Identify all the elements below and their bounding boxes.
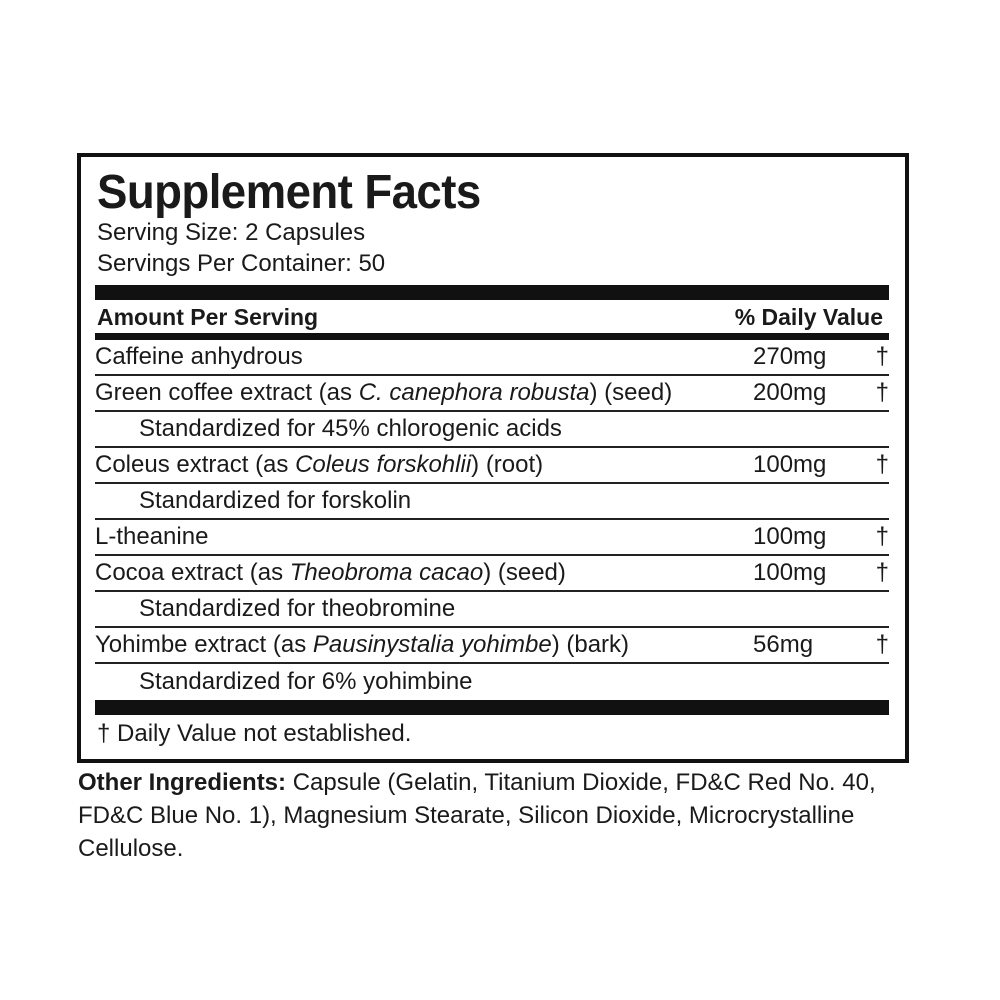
standardization-note: Standardized for theobromine [139, 595, 456, 622]
dagger-mark: † [875, 523, 889, 550]
supplement-facts-panel [77, 153, 909, 763]
dagger-mark: † [875, 451, 889, 478]
other-ingredients-label: Other Ingredients: [78, 769, 287, 796]
thick-divider [95, 285, 889, 300]
ingredient-amount: 270mg [753, 343, 827, 370]
ingredient-name: Yohimbe extract (as Pausinystalia yohimbe) (bark) [95, 631, 630, 658]
medium-divider [95, 333, 889, 340]
dagger-mark: † [875, 559, 889, 586]
ingredient-name: L-theanine [95, 523, 209, 550]
dagger-mark: † [875, 631, 889, 658]
amount-per-serving-header: Amount Per Serving [97, 304, 319, 330]
ingredient-sub-row [95, 412, 889, 448]
ingredient-name: Caffeine anhydrous [95, 343, 303, 370]
ingredient-row [95, 628, 889, 664]
dagger-mark: † [875, 379, 889, 406]
standardization-note: Standardized for 6% yohimbine [139, 668, 473, 695]
ingredient-sub-row [95, 484, 889, 520]
dagger-mark: † [875, 343, 889, 370]
ingredient-sub-row [95, 592, 889, 628]
servings-per-container: Servings Per Container: 50 [97, 250, 386, 277]
thick-divider [95, 700, 889, 715]
ingredient-row [95, 448, 889, 484]
ingredient-amount: 56mg [753, 631, 814, 658]
daily-value-header: % Daily Value [734, 304, 883, 330]
other-ingredients [78, 766, 898, 865]
ingredient-row [95, 520, 889, 556]
ingredient-table [95, 340, 889, 700]
serving-size: Serving Size: 2 Capsules [97, 219, 366, 246]
standardization-note: Standardized for 45% chlorogenic acids [139, 415, 562, 442]
ingredient-name: Coleus extract (as Coleus forskohlii) (root) [95, 451, 544, 478]
ingredient-name: Cocoa extract (as Theobroma cacao) (seed) [95, 559, 566, 586]
ingredient-amount: 100mg [753, 559, 827, 586]
ingredient-row [95, 340, 889, 376]
ingredient-row [95, 556, 889, 592]
ingredient-amount: 100mg [753, 523, 827, 550]
page-title: Supplement Facts [97, 166, 481, 219]
ingredient-name: Green coffee extract (as C. canephora robusta) (seed) [95, 379, 673, 406]
standardization-note: Standardized for forskolin [139, 487, 412, 514]
ingredient-row [95, 376, 889, 412]
column-header [97, 301, 883, 333]
other-ingredients-text: Capsule (Gelatin, Titanium Dioxide, FD&C Red No. 40, FD&C Blue No. 1), Magnesium Stearate, Silicon Dioxide, Microcrystalline Cellulose. [78, 769, 876, 862]
ingredient-amount: 200mg [753, 379, 827, 406]
ingredient-amount: 100mg [753, 451, 827, 478]
footnote: † Daily Value not established. [97, 720, 412, 747]
ingredient-sub-row [95, 664, 889, 700]
